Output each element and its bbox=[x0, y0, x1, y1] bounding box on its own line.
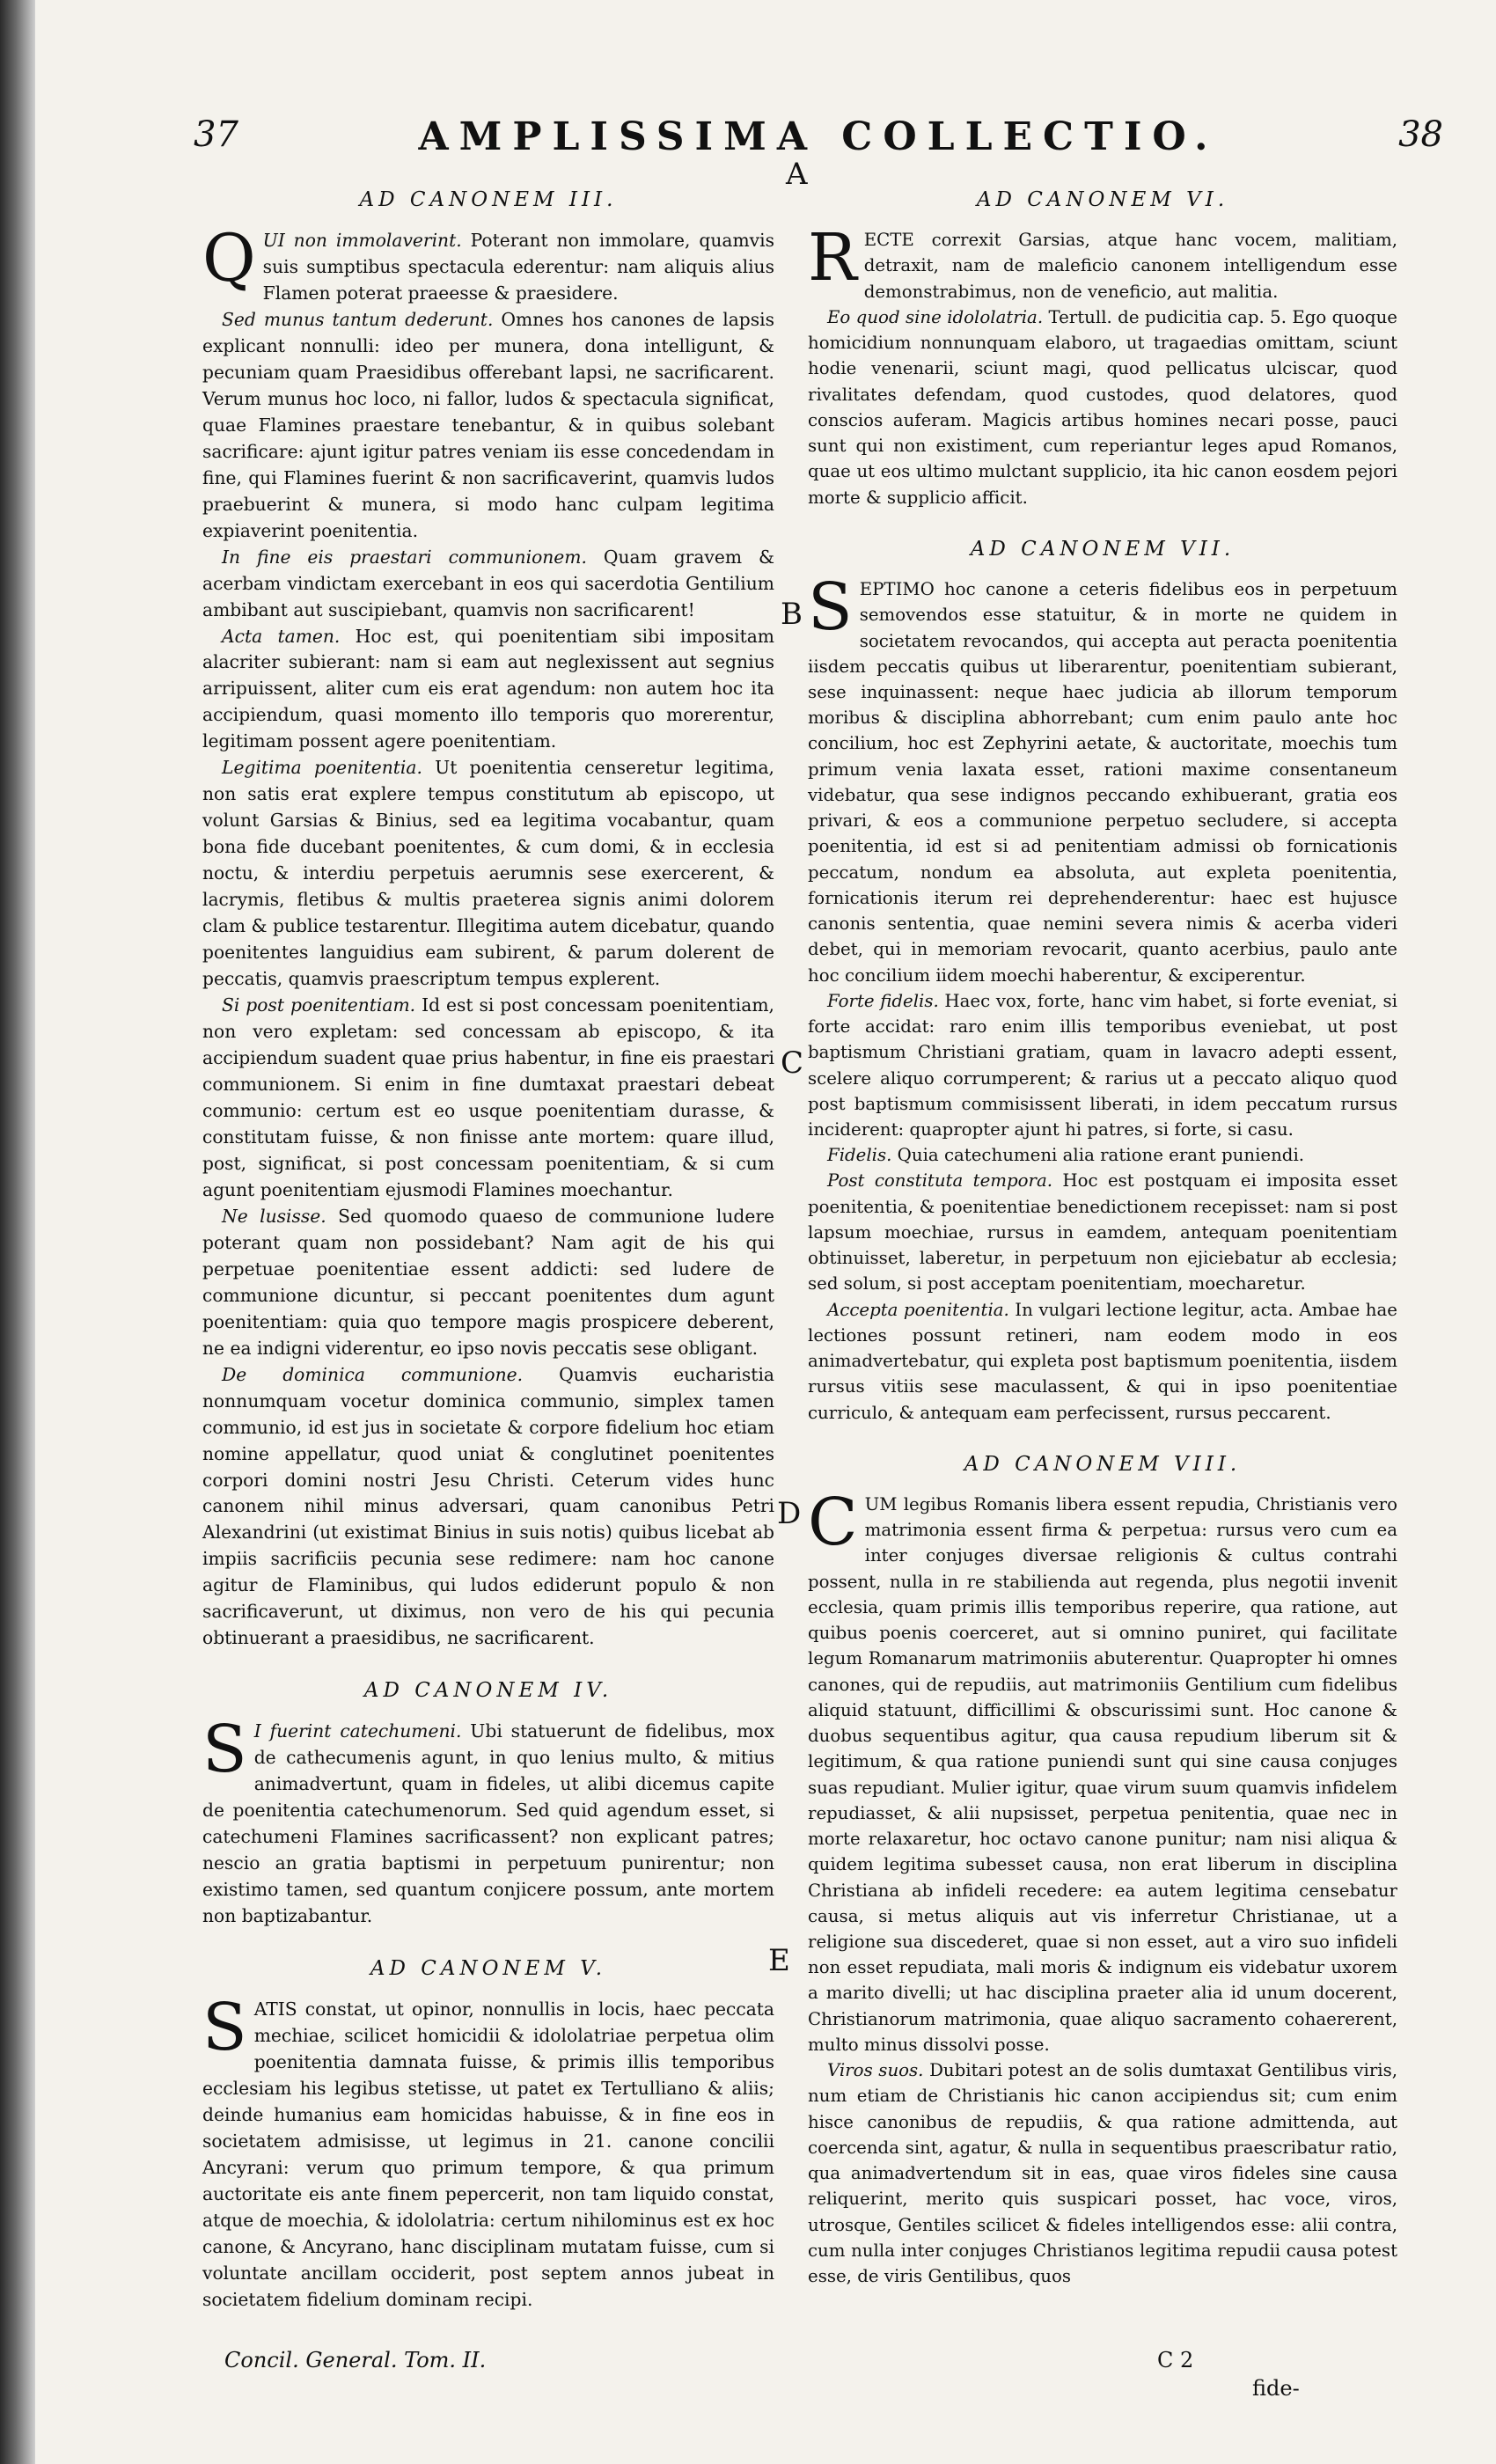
dropcap: Q bbox=[202, 220, 256, 297]
canon-3-paragraph bbox=[202, 307, 774, 545]
lemma: Legitima poenitentia. bbox=[222, 757, 422, 779]
canon-3-paragraph bbox=[202, 993, 774, 1204]
paragraph-text: Hoc est postquam ei imposita esset poenitentia, & poenitentiae benedictionem recepisset: nam si post lapsum moechiae, rursus in eamdem, antequam poenitentiam obtinuisset, laberetur, in perpetuum non ejiciebatur ab ecclesia; sed solum, si post acceptam poenitentiam, moecharetur. bbox=[808, 1170, 1397, 1294]
paragraph-text: Poterant non immolare, quamvis suis sumptibus spectacula ederentur: nam aliquis alius Flamen poterat praeesse & praesidere. bbox=[262, 229, 774, 304]
canon-3-paragraph bbox=[202, 624, 774, 756]
dropcap: C bbox=[808, 1485, 858, 1561]
footer-title: Concil. General. Tom. II. bbox=[224, 2348, 487, 2372]
lemma: Sed munus tantum dederunt. bbox=[222, 308, 494, 330]
lemma: Eo quod sine idololatria. bbox=[827, 306, 1044, 327]
canon-6-heading: AD CANONEM VI. bbox=[976, 188, 1229, 211]
section-marker-c: C bbox=[781, 1045, 804, 1081]
book-gutter bbox=[0, 0, 35, 2464]
paragraph-text: ECTE correxit Garsias, atque hanc vocem, malitiam, detraxit, nam de maleficio canonem intelligendum esse demonstrabimus, non de veneficio, aut malitia. bbox=[863, 230, 1397, 302]
canon-7-paragraph bbox=[808, 1142, 1397, 1168]
canon-3-paragraph bbox=[202, 1362, 774, 1653]
paragraph-text: ATIS constat, ut opinor, nonnullis in locis, haec peccata mechiae, scilicet homicidii & idololatriae perpetua olim poenitentia damnata fuisse, & primis illis temporibus ecclesiam his legibus stetisse, ut patet ex Tertulliano & aliis; deinde humanius eam homicidas habuisse, & in fine eos in societatem admisisse, ut legimus in 21. canone concilii Ancyrani: verum quo primum tempore, & qua primum auctoritate eis ante finem pepercerit, non tam liquido constat, atque de moechia, & idololatria: certum nihilominus est ex hoc canone, & Ancyrano, hanc disciplinam mutatam fuisse, cum si voluntate ancillam occiderit, post septem annos jubeat in societatem fidelium dominam recipi. bbox=[202, 1998, 774, 2310]
lemma: De dominica communione. bbox=[222, 1363, 524, 1385]
right-column bbox=[808, 180, 1397, 2289]
canon-3-paragraph bbox=[202, 545, 774, 624]
signature-mark: C 2 bbox=[1157, 2348, 1194, 2372]
canon-3-paragraph bbox=[202, 755, 774, 993]
canon-5-paragraph bbox=[202, 1989, 774, 2314]
page-number-right: 38 bbox=[1398, 114, 1443, 155]
left-column bbox=[202, 180, 774, 2314]
canon-8-paragraph bbox=[808, 1485, 1397, 2057]
paragraph-text: Dubitari potest an de solis dumtaxat Gentilibus viris, num etiam de Christianis hic canon accipiendus sit; cum enim hisce canonibus de repudiis, & qua ratione admittenda, aut coercenda sint, agatur, & nulla in sequentibus praescribatur ratio, qua animadvertendum sit in eas, quae viros fideles sine causa reliquerint, merito quis suspicari posset, hac voce, viros, utrosque, Gentiles scilicet & fideles intelligendos esse: alii contra, cum nulla inter conjuges Christianos legitima repudii causa potest esse, de viris Gentilibus, quos bbox=[808, 2060, 1398, 2287]
canon-5-heading: AD CANONEM V. bbox=[370, 1957, 607, 1980]
canon-6-paragraph bbox=[808, 220, 1397, 304]
dropcap: R bbox=[808, 220, 857, 297]
paragraph-text: In vulgari lectione legitur, acta. Ambae hae lectiones possunt retineri, nam eodem modo in eos animadvertebatur, qui expleta post baptismum poenitentia, iisdem rursus vitiis sese maculassent, & qui in ipso poenitentiae curriculo, & antequam eam perfecissent, rursus peccarent. bbox=[808, 1299, 1397, 1423]
canon-4-heading: AD CANONEM IV. bbox=[363, 1679, 613, 1703]
paragraph-text: Hoc est, qui poenitentiam sibi impositam alacriter subierant: nam si eam aut neglexissent aut segnius arripuissent, aliter cum eis erat agendum: non autem hoc ita accipiendum, quasi momento illo temporis quo morerentur, legitimam possent agere poenitentiam. bbox=[202, 625, 774, 752]
paragraph-text: Omnes hos canones de lapsis explicant nonnulli: ideo per munera, dona intelligunt, & pecuniam quam Praesidibus offerebant lapsi, ne sacrificarent. Verum munus hoc loco, ni fallor, ludos & spectacula significat, quae Flamines praestare tenebantur, & in quibus solebant sacrificare: ajunt igitur patres veniam iis esse concedendam in fine, qui Flamines fuerint & non sacrificaverint, quamvis ludos praebuerint & munera, si modo hanc culpam legitima expiaverint poenitentia. bbox=[202, 308, 774, 541]
lemma: UI non immolaverint. bbox=[262, 229, 462, 251]
dropcap: S bbox=[202, 1712, 247, 1788]
canon-8-heading: AD CANONEM VIII. bbox=[964, 1452, 1242, 1476]
paragraph-text: Tertull. de pudicitia cap. 5. Ego quoque homicidium nonnunquam elaboro, ut tragaedias omittam, sciunt hodie venenarii, sciunt magi, quod pellicatus ulciscar, quod rivalitates defendam, quod custodes, quod delatores, quod conscios auferam. Magicis artibus homines necari posse, pauci sunt qui non existiment, cum reperiantur leges apud Romanos, quae ut eos ultimo mulctant supplicio, ita hic canon eosdem pejori morte & supplicio afficit. bbox=[808, 306, 1397, 508]
canon-6-paragraph bbox=[808, 304, 1397, 510]
paragraph-text: Ut poenitentia censeretur legitima, non satis erat explere tempus constitutum ab episcopo, ut volunt Garsias & Binius, sed ea legitima vocabantur, quam bona fide ducebant poenitentes, & cum domi, & in ecclesia noctu, & interdiu perpetuis aerumnis sese exercerent, & lacrymis, fletibus & multis praeterea signis animi dolorem clam & publice testarentur. Illegitima autem dicebatur, quando poenitentes languidius eam subirent, & parum dolerent de peccatis, quamvis praescriptum tempus explerent. bbox=[202, 757, 774, 990]
lemma: Post constituta tempora. bbox=[827, 1170, 1053, 1192]
paragraph-text: Quam gravem & acerbam vindictam exercebant in eos qui sacerdotia Gentilium ambibant aut suscipiebant, quamvis non sacrificarent! bbox=[202, 546, 774, 620]
dropcap: S bbox=[202, 1989, 247, 2065]
lemma: Ne lusisse. bbox=[222, 1205, 326, 1227]
canon-3-paragraph bbox=[202, 220, 774, 307]
paragraph-text: Quia catechumeni alia ratione erant puniendi. bbox=[891, 1145, 1305, 1166]
lemma: Acta tamen. bbox=[222, 625, 341, 647]
section-marker-a: A bbox=[786, 157, 808, 192]
dropcap: S bbox=[808, 569, 853, 646]
canon-3-heading: AD CANONEM III. bbox=[359, 188, 618, 211]
lemma: Si post poenitentiam. bbox=[222, 994, 416, 1016]
section-marker-e: E bbox=[768, 1943, 790, 1978]
paragraph-text: Haec vox, forte, hanc vim habet, si forte eveniat, si forte accidat: raro enim illis temporibus eveniebat, ut post baptismum Christiani gratiam, quam in lavacro adepti essent, scelere aliquo corrumperent; & rarius ut a peccato aliquo quod post baptismum commisissent liberati, in idem peccatum rursus inciderent: quapropter ajunt hi patres, si forte, si casu. bbox=[808, 990, 1397, 1140]
catchword: fide- bbox=[1252, 2376, 1300, 2401]
canon-7-heading: AD CANONEM VII. bbox=[970, 537, 1236, 561]
paragraph-text: Sed quomodo quaeso de communione ludere poterant quam non possidebant? Nam agit de his qui perpetuae poenitentiae essent addicti: sed ludere de communione dicuntur, si peccant poenitentes dum agunt poenitentiam: quia quo tempore magis prospicere deberent, ne ea indigni viderentur, eo ipso novis peccatis sese obligant. bbox=[202, 1205, 774, 1359]
lemma: Viros suos. bbox=[827, 2060, 924, 2081]
lemma: Accepta poenitentia. bbox=[827, 1299, 1009, 1320]
paragraph-text: Ubi statuerunt de fidelibus, mox de cathecumenis agunt, in quo lenius multo, & mitius animadvertunt, quam in fideles, ut alibi dicemus capite de poenitentia catechumenorum. Sed quid agendum esset, si catechumeni Flamines sacrificassent? non explicant patres; nescio an gratia baptismi in perpetuum punirentur; non existimo tamen, sed quantum conjicere possum, ante mortem non baptizabantur. bbox=[202, 1720, 774, 1927]
page-header bbox=[194, 114, 1443, 176]
canon-7-paragraph bbox=[808, 1168, 1397, 1296]
paragraph-text: Quamvis eucharistia nonnumquam vocetur dominica communio, simplex tamen communio, id est jus in societate & corpore fidelium hoc etiam nomine appellatur, quod uniat & conglutinet poenitentes corpori domini nostri Jesu Christi. Ceterum vides hunc canonem nihil minus adversari, quam canonibus Petri Alexandrini (ut existimat Binius in suis notis) quibus licebat ab impiis sacrificiis pecunia sese redimere: nam hoc canone agitur de Flaminibus, qui ludos ediderunt populo & non sacrificaverunt, ut diximus, non vero de his qui pecunia obtinuerant a praesidibus, ne sacrificarent. bbox=[202, 1363, 774, 1649]
lemma: In fine eis praestari communionem. bbox=[222, 546, 587, 568]
lemma: Forte fidelis. bbox=[827, 990, 939, 1011]
lemma: Fidelis. bbox=[827, 1145, 892, 1166]
paragraph-text: Id est si post concessam poenitentiam, non vero expletam: sed concessam ab episcopo, & ita accipiendum suadent quae prius habentur, in fine eis praestari communionem. Si enim in fine dumtaxat praestari debeat communio: certum est eo usque poenitentiam durasse, & constitutam fuisse, & non finisse ante mortem: quare illud, post, significat, si post concessam poenitentiam, & si cum agunt poenitentiam ejusmodi Flamines moechantur. bbox=[202, 994, 774, 1200]
canon-7-paragraph bbox=[808, 1297, 1397, 1426]
canon-3-paragraph bbox=[202, 1204, 774, 1362]
canon-7-paragraph bbox=[808, 988, 1397, 1142]
paragraph-text: EPTIMO hoc canone a ceteris fidelibus eos in perpetuum semovendos esse statuitur, & in morte ne quidem in societatem revocandos, qui accepta aut peracta poenitentia iisdem peccatis quibus ut liberarentur, poenitentiam subierant, sese inquinassent: neque haec judicia ab illorum temporum moribus & disciplina abhorrebant; cum enim paulo ante hoc concilium, hoc est Zephyrini aetate, & auctoritate, moechis tum primum venia laxata esset, rationi maxime consentaneum videbatur, qua sese indignos peccando exhibuerant, gratia eos privari, & eos a communione perpetuo secludere, si accepta poenitentia, id est si ad penitentiam admissi ob fornicationis peccatum, nondum ea absoluta, aut expleta poenitentia, fornicationis iterum rei deprehenderentur: haec est hujusce canonis sententia, quae nemini severa nimis & acerba videri debet, qui in memoriam revocarit, quanto acerbius, paulo ante hoc concilium iidem moechi haberentur, & exciperentur. bbox=[808, 579, 1397, 986]
canon-8-paragraph bbox=[808, 2057, 1397, 2289]
page-number-left: 37 bbox=[194, 114, 238, 155]
lemma: I fuerint catechumeni. bbox=[253, 1720, 462, 1742]
paragraph-text: UM legibus Romanis libera essent repudia, Christianis vero matrimonia essent firma & perpetua: rursus vero cum ea inter conjuges diversae religionis & cultus contrahi possent, nulla in re stabilienda aut regenda, plus negotii invenit ecclesia, quam primis illis temporibus reperire, qua ratione, aut quibus poenis coerceret, aut si omnino puniret, qui facilitate legum Romanarum matrimoniis abuterentur. Quapropter hi omnes canones, qui de repudiis, aut matrimoniis Gentilium cum fidelibus aliquid statuunt, difficillimi & obscurissimi sunt. Hoc canone & duobus sequentibus agitur, qua causa repudium liberum sit & legitimum, & qua ratione puniendi sunt qui sine causa conjuges suas repudiant. Mulier igitur, quae virum suum quamvis infidelem repudiasset, & alii nupsisset, perpetua penitentia, quae nec in morte relaxaretur, hoc octavo canone punitur; nam nisi aliqua & quidem legitima subesset causa, non erat liberum in disciplina Christiana ab infideli recedere: ea autem legitima censebatur causa, si metus aliquis aut vis inferretur Christianae, ut a religione sua discederet, quae si non esset, aut a viro suo infideli non esset repudiata, mali moris & indignum eis videbatur uxorem a marito divelli; ut hac disciplina praeter alia id unum docerent, Christianorum matrimonia, quae aliquo sacramento cohaererent, multo minus dissolvi posse. bbox=[808, 1494, 1397, 2055]
section-marker-b: B bbox=[781, 597, 803, 632]
section-marker-d: D bbox=[777, 1496, 802, 1531]
canon-4-paragraph bbox=[202, 1712, 774, 1930]
running-title: AMPLISSIMA COLLECTIO. bbox=[418, 114, 1219, 159]
canon-7-paragraph bbox=[808, 569, 1397, 988]
